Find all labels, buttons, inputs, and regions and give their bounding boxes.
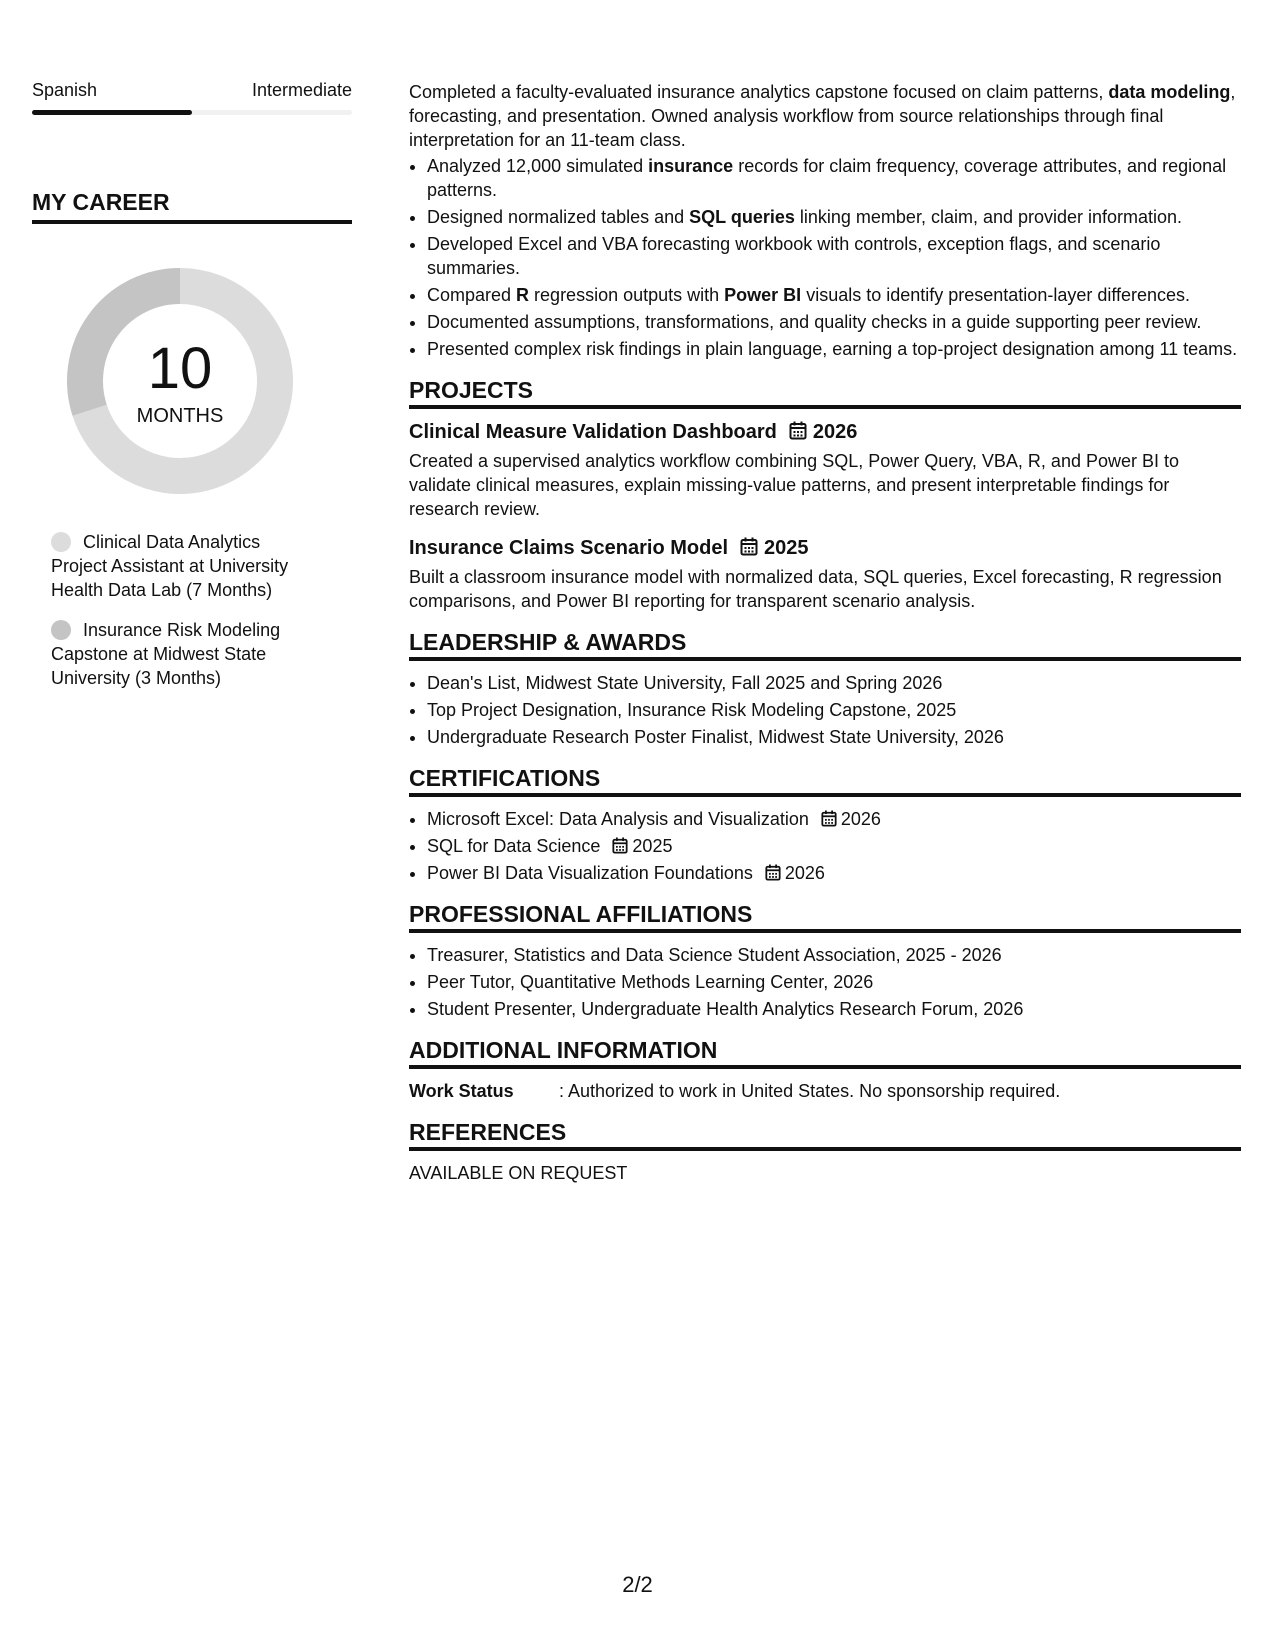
affiliation-item: • Peer Tutor, Quantitative Methods Learning Center, 2026: [427, 970, 1241, 994]
leadership-item: • Undergraduate Research Poster Finalist, Midwest State University, 2026: [427, 725, 1241, 749]
career-total-number: 10: [147, 336, 213, 401]
leadership-heading: LEADERSHIP & AWARDS: [409, 627, 1241, 661]
project-title: [409, 535, 1241, 561]
leadership-list: [409, 671, 1241, 749]
certification-item: [427, 861, 1241, 885]
affiliations-heading: PROFESSIONAL AFFILIATIONS: [409, 899, 1241, 933]
affiliations-list: [409, 943, 1241, 1021]
career-legend-item: [51, 618, 313, 690]
affiliation-item: • Treasurer, Statistics and Data Science Student Association, 2025 - 2026: [427, 943, 1241, 967]
work-status-row: [409, 1079, 1241, 1103]
experience-bullet: • Designed normalized tables and SQL queries linking member, claim, and provider information.: [427, 205, 1241, 229]
sidebar: [32, 78, 352, 706]
experience-bullet: • Analyzed 12,000 simulated insurance records for claim frequency, coverage attributes, and regional patterns.: [427, 154, 1241, 202]
project-name: Clinical Measure Validation Dashboard: [409, 421, 777, 443]
certification-year: 2026: [840, 809, 881, 829]
career-heading: MY CAREER: [32, 187, 352, 224]
certification-name: Power BI Data Visualization Foundations: [427, 863, 753, 883]
additional-heading: ADDITIONAL INFORMATION: [409, 1035, 1241, 1069]
language-name: Spanish: [32, 80, 98, 100]
certification-year: 2026: [784, 863, 825, 883]
page-number: 2/2: [622, 1572, 653, 1597]
experience-bullet: • Developed Excel and VBA forecasting workbook with controls, exception flags, and scenario summaries.: [427, 232, 1241, 280]
legend-dot: [51, 620, 71, 640]
project-year: 2025: [764, 537, 809, 559]
certifications-heading: CERTIFICATIONS: [409, 763, 1241, 797]
intro-text: Completed a faculty-evaluated insurance analytics capstone focused on claim patterns,: [409, 82, 1109, 102]
calendar-icon: [821, 810, 837, 827]
legend-dot: [51, 532, 71, 552]
leadership-item: • Top Project Designation, Insurance Risk Modeling Capstone, 2025: [427, 698, 1241, 722]
calendar-icon: [612, 837, 628, 854]
experience-bullet: • Presented complex risk findings in plain language, earning a top-project designation among 11 teams.: [427, 337, 1241, 361]
career-legend-item: [51, 530, 313, 602]
project-description: Created a supervised analytics workflow combining SQL, Power Query, VBA, R, and Power BI to validate clinical measures, explain missing-value patterns, and present interpretable findings for research review.: [409, 451, 1180, 519]
career-legend-label: Insurance Risk Modeling Capstone at Midwest State University (3 Months): [51, 620, 281, 688]
main-content: [409, 80, 1241, 1185]
experience-bullet: • Documented assumptions, transformations, and quality checks in a guide supporting peer review.: [427, 310, 1241, 334]
certification-name: Microsoft Excel: Data Analysis and Visualization: [427, 809, 809, 829]
language-level: Intermediate: [251, 80, 352, 100]
calendar-icon: [789, 421, 807, 440]
leadership-item: • Dean's List, Midwest State University, Fall 2025 and Spring 2026: [427, 671, 1241, 695]
career-legend: [51, 530, 313, 690]
calendar-icon: [740, 537, 758, 556]
certifications-list: [409, 807, 1241, 885]
career-total-unit: MONTHS: [136, 405, 224, 427]
experience-bullets: [409, 154, 1241, 361]
intro-text: , forecasting, and presentation. Owned analysis workflow from source relationships through final interpretation for an 11-team class.: [409, 82, 1236, 150]
certification-item: [427, 807, 1241, 831]
project-description: Built a classroom insurance model with normalized data, SQL queries, Excel forecasting, R regression comparisons, and Power BI reporting for transparent scenario analysis.: [409, 567, 1222, 611]
experience-bullet: • Compared R regression outputs with Power BI visuals to identify presentation-layer differences.: [427, 283, 1241, 307]
projects-heading: PROJECTS: [409, 375, 1241, 409]
career-legend-label: Clinical Data Analytics Project Assistant at University Health Data Lab (7 Months): [51, 532, 289, 600]
affiliation-item: • Student Presenter, Undergraduate Health Analytics Research Forum, 2026: [427, 997, 1241, 1021]
certification-year: 2025: [632, 836, 673, 856]
certification-name: SQL for Data Science: [427, 836, 601, 856]
work-status-value: : Authorized to work in United States. No sponsorship required.: [559, 1081, 1061, 1101]
language-proficiency-fill: [32, 110, 192, 115]
career-donut-chart: [67, 268, 293, 494]
project-name: Insurance Claims Scenario Model: [409, 537, 728, 559]
work-status-label: Work Status: [409, 1081, 514, 1101]
references-text: AVAILABLE ON REQUEST: [409, 1163, 628, 1183]
intro-bold: data modeling: [1108, 82, 1231, 102]
calendar-icon: [765, 864, 781, 881]
references-heading: REFERENCES: [409, 1117, 1241, 1151]
project-title: [409, 419, 1241, 445]
donut-center: [67, 336, 293, 428]
language-row: [32, 78, 352, 102]
language-proficiency-bar: [32, 110, 352, 115]
certification-item: [427, 834, 1241, 858]
project-year: 2026: [812, 421, 858, 443]
experience-intro: [409, 80, 1241, 152]
